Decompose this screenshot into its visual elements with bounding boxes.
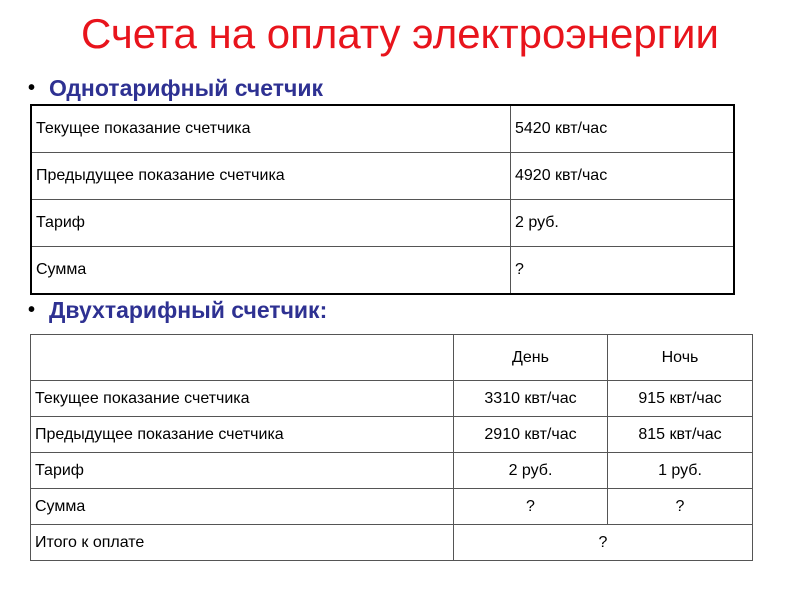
table-row (31, 153, 734, 200)
row-label: Сумма (31, 247, 511, 295)
night-value: 815 квт/час (608, 417, 753, 453)
total-value: ? (454, 525, 753, 561)
table-row (31, 105, 734, 153)
table-row (31, 200, 734, 247)
day-value: 2 руб. (454, 453, 608, 489)
table-row (31, 453, 753, 489)
two-tariff-table (30, 334, 753, 561)
row-label: Тариф (31, 200, 511, 247)
table-row (31, 489, 753, 525)
section-heading-two-tariff (28, 296, 327, 326)
page-title: Счета на оплату электроэнергии (81, 10, 719, 57)
night-value: ? (608, 489, 753, 525)
row-label: Текущее показание счетчика (31, 105, 511, 153)
day-value: ? (454, 489, 608, 525)
total-label: Итого к оплате (31, 525, 454, 561)
section-heading-label: Двухтарифный счетчик: (49, 297, 328, 323)
section-heading-label: Однотарифный счетчик (49, 75, 324, 101)
row-label: Предыдущее показание счетчика (31, 153, 511, 200)
column-header-night: Ночь (608, 335, 753, 381)
table-row (31, 247, 734, 295)
table-row (31, 417, 753, 453)
day-value: 2910 квт/час (454, 417, 608, 453)
row-label: Сумма (31, 489, 454, 525)
single-tariff-table (30, 104, 735, 295)
row-label: Предыдущее показание счетчика (31, 417, 454, 453)
table-row (31, 381, 753, 417)
bullet-icon: • (28, 77, 36, 99)
row-label: Тариф (31, 453, 454, 489)
column-header-day: День (454, 335, 608, 381)
row-value: ? (511, 247, 735, 295)
row-value: 5420 квт/час (511, 105, 735, 153)
row-value: 2 руб. (511, 200, 735, 247)
day-value: 3310 квт/час (454, 381, 608, 417)
column-header-empty (31, 335, 454, 381)
table-header-row (31, 335, 753, 381)
night-value: 1 руб. (608, 453, 753, 489)
row-label: Текущее показание счетчика (31, 381, 454, 417)
row-value: 4920 квт/час (511, 153, 735, 200)
section-heading-single-tariff (28, 74, 323, 104)
table-total-row (31, 525, 753, 561)
night-value: 915 квт/час (608, 381, 753, 417)
bullet-icon: • (28, 299, 36, 321)
